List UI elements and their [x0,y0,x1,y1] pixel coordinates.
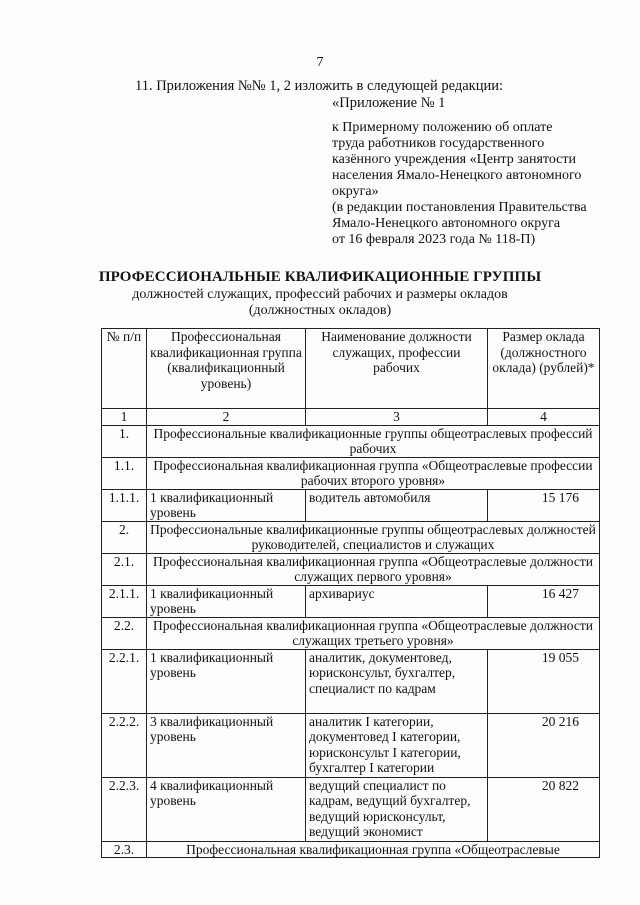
row-number: 2.2.3. [102,777,147,841]
appendix-line: к Примерному положению об оплате [332,120,553,135]
table-row [102,585,600,617]
position-name: архивариус [306,585,488,617]
row-number: 1. [102,425,147,457]
salary-value: 16 427 [488,585,600,617]
row-number: 1.1.1. [102,489,147,521]
group-title: Профессиональная квалификационная группа «Общеотраслевые профессии рабочих второго уровня» [147,457,600,489]
row-number: 2.2.1. [102,649,147,713]
group-title: Профессиональные квалификационные группы общеотраслевых профессий рабочих [147,425,600,457]
appendix-line: труда работников государственного [332,136,545,151]
qualification-level: 1 квалификационный уровень [147,489,306,521]
table-row [102,489,600,521]
row-number: 2.1.1. [102,585,147,617]
table-row [102,713,600,777]
subtitle-line-2: (должностных окладов) [248,303,392,318]
appendix-line: округа» [332,184,379,199]
column-number: 3 [306,409,488,426]
qualification-level: 4 квалификационный уровень [147,777,306,841]
salary-table [101,328,600,858]
row-number: 2.2.2. [102,713,147,777]
document-subtitle [0,287,640,319]
appendix-reference [332,120,632,248]
appendix-line: от 16 февраля 2023 года № 118-П) [332,232,536,247]
qualification-level: 1 квалификационный уровень [147,649,306,713]
row-number: 2. [102,521,147,553]
group-title: Профессиональные квалификационные группы общеотраслевых должностей руководителей, специалистов и служащих [147,521,600,553]
group-title: Профессиональная квалификационная группа «Общеотраслевые должности служащих первого уровня» [147,553,600,585]
qualification-level: 1 квалификационный уровень [147,585,306,617]
subtitle-line-1: должностей служащих, профессий рабочих и размеры окладов [132,287,508,302]
appendix-line: населения Ямало-Ненецкого автономного [332,168,582,183]
appendix-line: казённого учреждения «Центр занятости [332,152,577,167]
salary-value: 19 055 [488,649,600,713]
table-row [102,777,600,841]
table-row [102,521,600,553]
table-row [102,553,600,585]
appendix-line: Ямало-Ненецкого автономного округа [332,216,561,231]
table-row [102,425,600,457]
header-group: Профессиональная квалификационная группа (квалификационный уровень) [147,329,306,409]
row-number: 2.3. [102,841,147,858]
appendix-line: (в редакции постановления Правительства [332,200,587,215]
salary-value: 20 822 [488,777,600,841]
position-name: аналитик, документовед, юрисконсульт, бухгалтер, специалист по кадрам [306,649,488,713]
group-title: Профессиональная квалификационная группа «Общеотраслевые должности служащих третьего уровня» [147,617,600,649]
position-name: аналитик I категории, документовед I категории, юрисконсульт I категории, бухгалтер I категории [306,713,488,777]
intro-text: 11. Приложения №№ 1, 2 изложить в следующей редакции: [135,78,504,94]
salary-value: 20 216 [488,713,600,777]
document-title: ПРОФЕССИОНАЛЬНЫЕ КВАЛИФИКАЦИОННЫЕ ГРУППЫ [98,269,542,285]
header-number: № п/п [102,329,147,409]
row-number: 2.2. [102,617,147,649]
table-row [102,617,600,649]
table-row [102,457,600,489]
table-row [102,841,600,858]
column-number: 4 [488,409,600,426]
appendix-title: «Приложение № 1 [332,95,446,111]
salary-value: 15 176 [488,489,600,521]
column-number-row [102,409,600,426]
column-number: 2 [147,409,306,426]
qualification-level: 3 квалификационный уровень [147,713,306,777]
table-header-row [102,329,600,409]
row-number: 2.1. [102,553,147,585]
group-title: Профессиональная квалификационная группа «Общеотраслевые [147,841,600,858]
position-name: водитель автомобиля [306,489,488,521]
row-number: 1.1. [102,457,147,489]
header-position: Наименование должности служащих, профессии рабочих [306,329,488,409]
table-row [102,649,600,713]
page-number: 7 [316,55,324,70]
header-salary: Размер оклада (должностного оклада) (рублей)* [488,329,600,409]
column-number: 1 [102,409,147,426]
position-name: ведущий специалист по кадрам, ведущий бухгалтер, ведущий юрисконсульт, ведущий экономист [306,777,488,841]
